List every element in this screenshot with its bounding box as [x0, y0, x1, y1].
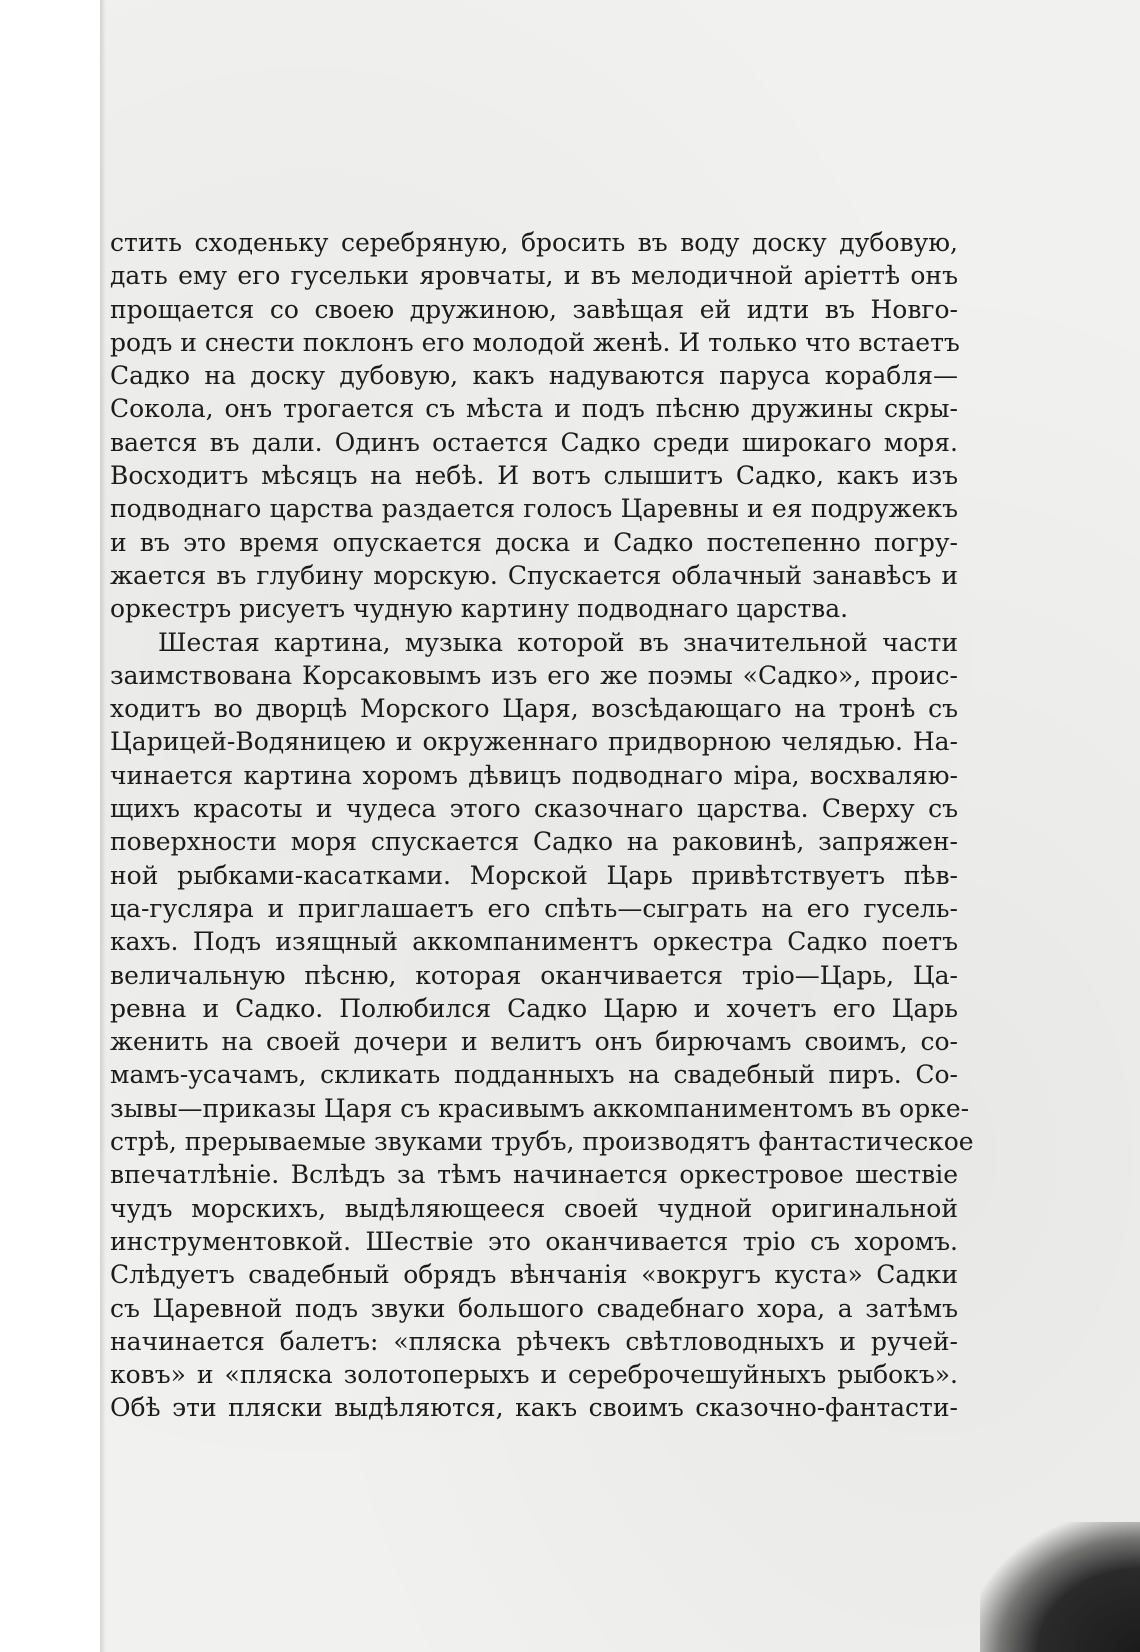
text-line: оркестръ рисуетъ чудную картину подводнаго царства. — [110, 594, 849, 624]
text-line: женить на своей дочери и велитъ онъ бирючамъ своимъ, со- — [110, 1027, 958, 1057]
text-line: зывы—приказы Царя съ красивымъ аккомпаниментомъ въ орке- — [110, 1093, 970, 1123]
text-line: заимствована Корсаковымъ изъ его же поэмы «Садко», проис- — [110, 660, 958, 690]
paragraph-1 — [110, 226, 958, 626]
text-line: стить сходеньку серебряную, бросить въ воду доску дубовую, — [110, 228, 958, 257]
body-text — [110, 226, 974, 1425]
text-line: Слѣдуетъ свадебный обрядъ вѣнчанія «вокругъ куста» Садки — [110, 1260, 958, 1290]
text-line: ной рыбками-касатками. Морской Царь привѣтствуетъ пѣв- — [110, 860, 958, 890]
text-line: дать ему его гусельки яровчаты, и въ мелодичной аріеттѣ онъ — [110, 261, 958, 291]
text-line: впечатлѣніе. Вслѣдъ за тѣмъ начинается оркестровое шествіе — [110, 1160, 958, 1190]
page-edge-shadow — [100, 0, 106, 1652]
text-line: Обѣ эти пляски выдѣляются, какъ своимъ сказочно-фантасти- — [110, 1393, 958, 1423]
text-line: щихъ красоты и чудеса этого сказочнаго царства. Сверху съ — [110, 794, 958, 824]
text-line: съ Царевной подъ звуки большого свадебнаго хора, а затѣмъ — [110, 1293, 958, 1323]
text-line: стрѣ, прерываемые звуками трубъ, производятъ фантастическое — [110, 1127, 974, 1157]
text-line: начинается балетъ: «пляска рѣчекъ свѣтловодныхъ и ручей- — [110, 1326, 958, 1356]
text-line: ходитъ во дворцѣ Морского Царя, возсѣдающаго на тронѣ съ — [110, 694, 958, 724]
text-line: ревна и Садко. Полюбился Садко Царю и хочетъ его Царь — [110, 993, 958, 1023]
text-line: и въ это время опускается доска и Садко постепенно погру- — [110, 527, 958, 557]
text-line: чудъ морскихъ, выдѣляющееся своей чудной оригинальной — [110, 1193, 958, 1223]
text-line: чинается картина хоромъ дѣвицъ подводнаго міра, восхваляю- — [110, 760, 958, 790]
text-line: величальную пѣсню, которая оканчивается тріо—Царь, Ца- — [110, 960, 958, 990]
text-line: Садко на доску дубовую, какъ надуваются паруса корабля— — [110, 361, 958, 391]
text-line: кахъ. Подъ изящный аккомпаниментъ оркестра Садко поетъ — [110, 927, 958, 957]
text-line: Царицей-Водяницею и окруженнаго придворною челядью. На- — [110, 727, 958, 757]
text-line: жается въ глубину морскую. Спускается облачный занавѣсъ и — [110, 560, 958, 590]
paragraph-2 — [110, 626, 974, 1425]
text-line: родъ и снести поклонъ его молодой женѣ. И только что встаетъ — [110, 327, 960, 357]
page-corner-shadow — [980, 1522, 1140, 1652]
text-line: инструментовкой. Шествіе это оканчивается тріо съ хоромъ. — [110, 1226, 958, 1256]
text-line: прощается со своею дружиною, завѣщая ей идти въ Новго- — [110, 294, 958, 324]
text-line: ца-гусляра и приглашаетъ его спѣть—сыграть на его гусель- — [110, 893, 958, 923]
text-line: подводнаго царства раздается голосъ Царевны и ея подружекъ — [110, 494, 958, 524]
text-line: ковъ» и «пляска золотоперыхъ и сереброчешуйныхъ рыбокъ». — [110, 1360, 958, 1390]
text-line: Шестая картина, музыка которой въ значительной части — [158, 627, 958, 657]
text-line: Сокола, онъ трогается съ мѣста и подъ пѣсню дружины скры- — [110, 394, 958, 424]
text-line: мамъ-усачамъ, скликать подданныхъ на свадебный пиръ. Со- — [110, 1060, 958, 1090]
text-line: вается въ дали. Одинъ остается Садко среди широкаго моря. — [110, 427, 958, 457]
text-line: Восходитъ мѣсяцъ на небѣ. И вотъ слышитъ Садко, какъ изъ — [110, 461, 958, 491]
text-line: поверхности моря спускается Садко на раковинѣ, запряжен- — [110, 827, 958, 857]
